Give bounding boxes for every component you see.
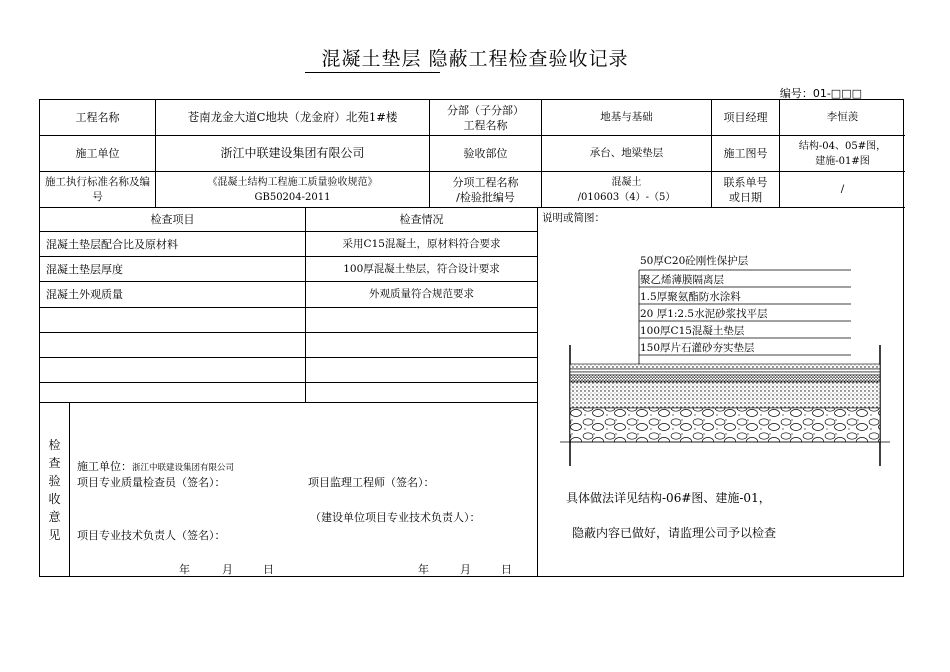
opinion-area <box>70 403 538 577</box>
opinion-side-label <box>40 403 70 577</box>
division-label-line2: 工程名称 <box>463 118 508 132</box>
inspection-row-item <box>40 333 306 358</box>
unit-label-text: 施工单位： <box>77 460 132 473</box>
date-month: 月 <box>460 563 471 576</box>
opinion-char: 检 <box>48 438 61 452</box>
item-line2: /010603（4）-（5） <box>577 191 676 203</box>
contact-label-line2: 或日期 <box>729 190 762 204</box>
quality-inspector-label: 项目专业质量检查员（签名）： <box>77 476 226 489</box>
acceptance-part: 承台、地梁垫层 <box>542 136 712 172</box>
unit-label <box>77 458 234 474</box>
layer-label: 1.5厚聚氨酯防水涂料 <box>640 291 741 303</box>
project-name-label: 工程名称 <box>40 100 156 136</box>
standard-value <box>156 172 430 208</box>
inspection-row-spacer <box>306 383 538 403</box>
layer-concrete <box>570 382 880 408</box>
layer-waterproof <box>570 372 880 375</box>
title-underline <box>305 72 440 73</box>
opinion-char: 查 <box>48 456 61 470</box>
opinion-char: 意 <box>48 510 61 524</box>
layer-stone <box>570 408 880 442</box>
manager-value: 李恒羡 <box>780 100 905 136</box>
layer-label: 100厚C15混凝土垫层 <box>640 325 745 337</box>
construction-unit: 浙江中联建设集团有限公司 <box>156 136 430 172</box>
drawing-value <box>780 136 905 172</box>
inspection-row-item <box>40 358 306 383</box>
standard-line1: 《混凝土结构工程施工质量验收规范》 <box>207 176 378 188</box>
inspection-row-status: 采用C15混凝土，原材料符合要求 <box>306 232 538 257</box>
inspection-row-item: 混凝土垫层配合比及原材料 <box>40 232 306 257</box>
diagram-label: 说明或简图： <box>542 212 605 224</box>
inspection-row-item: 混凝土垫层厚度 <box>40 257 306 282</box>
manager-label: 项目经理 <box>712 100 780 136</box>
drawing-line2: 建施-01#图 <box>815 155 870 167</box>
inspection-row-spacer <box>40 383 306 403</box>
contact-value: / <box>780 172 905 208</box>
layer-label: 50厚C20砼刚性保护层 <box>640 255 749 267</box>
supervisor-label: 项目监理工程师（签名）： <box>308 476 435 489</box>
layer-protection <box>570 364 880 369</box>
division-label <box>430 100 542 136</box>
diagram-note-2: 隐蔽内容已做好，请监理公司予以检查 <box>572 526 777 540</box>
inspection-item-header: 检查项目 <box>40 208 306 232</box>
inspection-row-status: 外观质量符合规范要求 <box>306 282 538 308</box>
project-name: 苍南龙金大道C地块（龙金府）北苑1#楼 <box>156 100 430 136</box>
owner-tech-label: （建设单位项目专业技术负责人）： <box>310 511 481 524</box>
standard-line2: GB50204-2011 <box>254 191 331 203</box>
layer-leveling <box>570 375 880 382</box>
layer-section-drawing <box>560 250 890 470</box>
record-code: 编号：01-□□□ <box>779 87 862 100</box>
unit-value: 浙江中联建设集团有限公司 <box>132 463 235 473</box>
layer-film <box>570 369 880 372</box>
opinion-char: 见 <box>48 528 61 542</box>
item-value <box>542 172 712 208</box>
inspection-row-status <box>306 333 538 358</box>
tech-lead-label: 项目专业技术负责人（签名）： <box>77 529 226 542</box>
opinion-char: 验 <box>48 474 61 488</box>
standard-label: 施工执行标准名称及编号 <box>40 172 156 208</box>
date-day: 日 <box>263 563 274 576</box>
drawing-line1: 结构-04、05#图， <box>798 140 887 152</box>
inspection-row-item <box>40 308 306 333</box>
inspection-row-status: 100厚混凝土垫层，符合设计要求 <box>306 257 538 282</box>
item-label-line2: /检验批编号 <box>456 190 515 204</box>
division-value: 地基与基础 <box>542 100 712 136</box>
opinion-char: 收 <box>48 492 61 506</box>
inspection-row-status <box>306 308 538 333</box>
item-line1: 混凝土 <box>611 176 642 188</box>
page-title: 混凝土垫层 隐蔽工程检查验收记录 <box>321 48 629 70</box>
contact-label-line1: 联系单号 <box>723 175 768 189</box>
construction-unit-label: 施工单位 <box>40 136 156 172</box>
date-day: 日 <box>501 563 512 576</box>
inspection-row-status <box>306 358 538 383</box>
layer-label: 聚乙烯薄膜隔离层 <box>640 274 724 286</box>
inspection-row-item: 混凝土外观质量 <box>40 282 306 308</box>
diagram-note-1: 具体做法详见结构-06#图、建施-01， <box>566 491 771 505</box>
division-label-line1: 分部（子分部） <box>447 103 524 117</box>
acceptance-part-label: 验收部位 <box>430 136 542 172</box>
date-year: 年 <box>179 563 190 576</box>
inspection-status-header: 检查情况 <box>306 208 538 232</box>
contact-label <box>712 172 780 208</box>
drawing-label: 施工图号 <box>712 136 780 172</box>
layer-label: 150厚片石灌砂夯实垫层 <box>640 342 755 354</box>
date-month: 月 <box>222 563 233 576</box>
item-label <box>430 172 542 208</box>
date-year: 年 <box>418 563 429 576</box>
item-label-line1: 分项工程名称 <box>452 175 519 189</box>
layer-label: 20 厚1:2.5水泥砂浆找平层 <box>640 308 768 320</box>
